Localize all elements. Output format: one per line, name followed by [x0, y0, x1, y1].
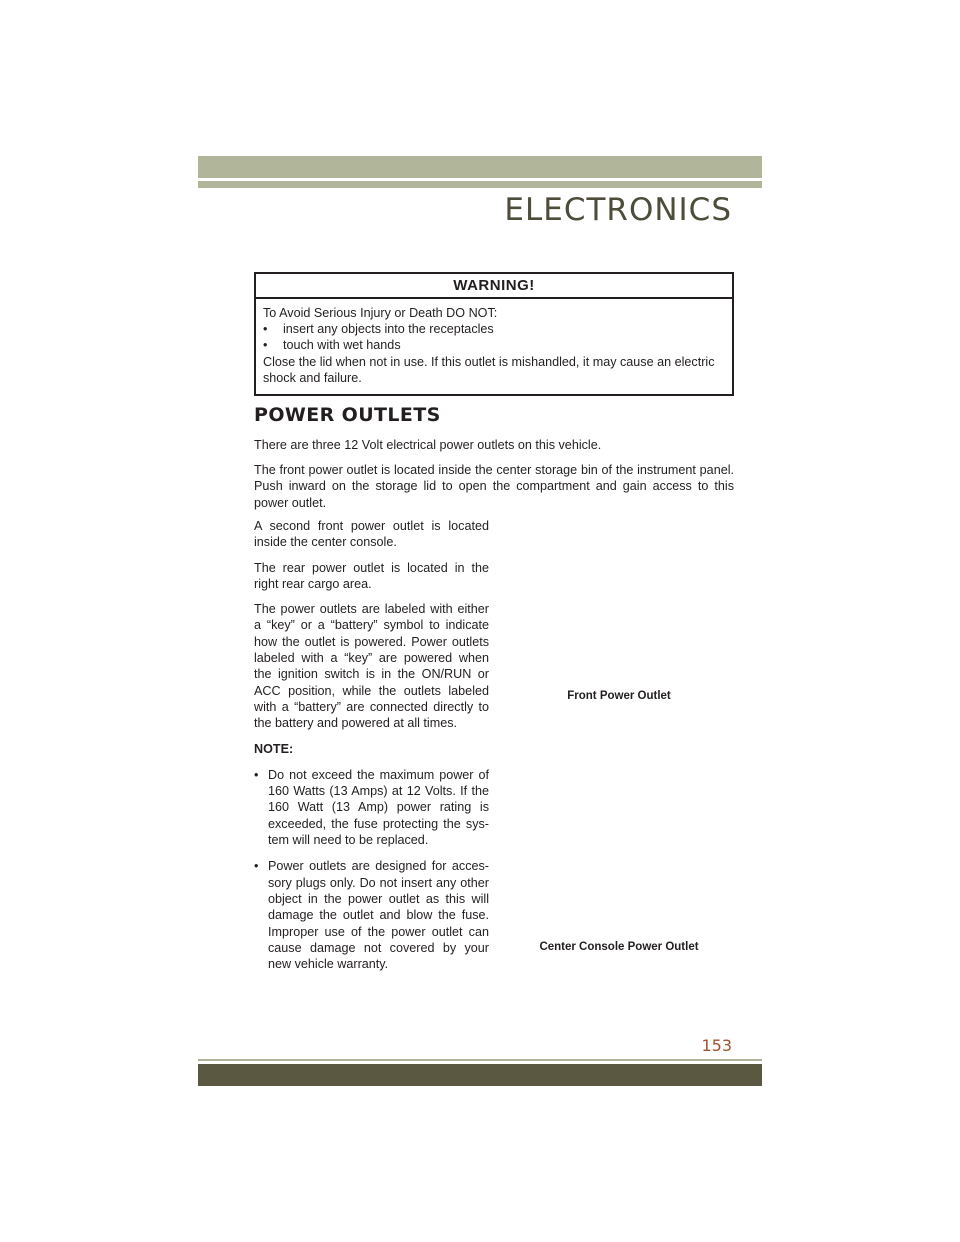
footer-rule — [198, 1059, 762, 1061]
warning-bullet-text: insert any objects into the receptacles — [283, 322, 494, 337]
header-band-thin — [198, 181, 762, 188]
labels-paragraph: The power outlets are labeled with either a “key” or a “battery” symbol to indicate how the outlet is powered. Power outlets labeled with a “key” are powered when the ignition switch is in the ON/RUN or ACC position, while the outlets labeled with a “battery” are connected directly to the battery and powered at all times. — [254, 602, 489, 731]
figure-caption-front: Front Power Outlet — [567, 690, 671, 702]
intro-paragraph: There are three 12 Volt electrical power outlets on this vehicle. — [254, 438, 602, 452]
bullet-icon: • — [254, 767, 259, 782]
figure-caption-console: Center Console Power Outlet — [539, 941, 699, 953]
page-number: 153 — [701, 1036, 732, 1055]
note-item — [254, 767, 489, 848]
warning-title: WARNING! — [256, 274, 732, 299]
warning-bullet-text: touch with wet hands — [283, 338, 401, 353]
footer-band — [198, 1064, 762, 1086]
section-heading: POWER OUTLETS — [254, 404, 441, 426]
header-band — [198, 156, 762, 178]
warning-closing: Close the lid when not in use. If this outlet is mishandled, it may cause an electric shock and failure. — [263, 354, 715, 385]
bullet-icon: • — [254, 859, 259, 874]
warning-box — [254, 272, 734, 396]
note-item — [254, 858, 489, 972]
note-label: NOTE: — [254, 741, 294, 756]
warning-intro: To Avoid Serious Injury or Death DO NOT: — [263, 306, 498, 320]
warning-body — [256, 299, 732, 386]
bullet-icon: • — [263, 338, 268, 353]
warning-bullet — [263, 321, 725, 337]
note-text: Do not exceed the maximum power of 160 Watts (13 Amps) at 12 Volts. If the 160 Watt (13 Amp) power rating is exceeded, the fuse protecting the sys- tem will need to be replaced. — [268, 767, 489, 848]
section-title: ELECTRONICS — [504, 192, 732, 228]
note-text: Power outlets are designed for acces- sory plugs only. Do not insert any other object in the power outlet as this will damage the outlet and blow the fuse. Improper use of the power outlet can cause damage not covered by your new vehicle warranty. — [268, 859, 489, 972]
bullet-icon: • — [263, 322, 268, 337]
second-outlet-paragraph: A second front power outlet is located inside the center console. — [254, 519, 489, 550]
left-column — [254, 518, 489, 982]
warning-bullet — [263, 337, 725, 353]
rear-outlet-paragraph: The rear power outlet is located in the right rear cargo area. — [254, 560, 489, 591]
front-outlet-paragraph: The front power outlet is located inside the center storage bin of the instrument panel. Push inward on the storage lid to open the compartment and gain access to this power outlet. — [254, 463, 734, 510]
